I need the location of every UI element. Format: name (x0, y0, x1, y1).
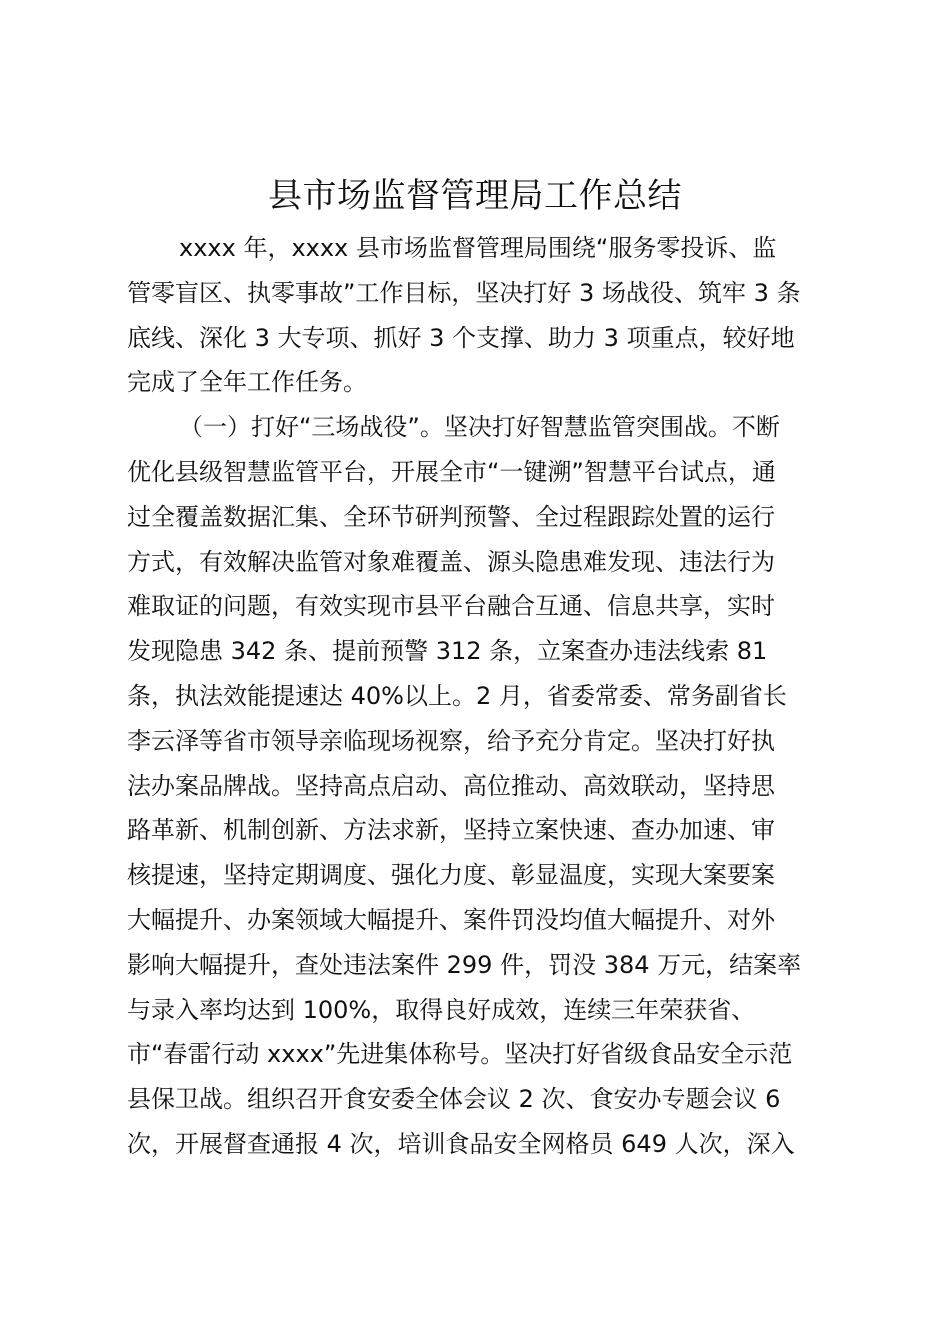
body-line: 李云泽等省市领导亲临现场视察，给予充分肯定。坚决打好执 (127, 726, 775, 755)
body-line: 市“春雷行动 xxxx”先进集体称号。坚决打好省级食品安全示范 (127, 1040, 793, 1069)
body-line: 底线、深化 3 大专项、抓好 3 个支撑、助力 3 项重点，较好地 (127, 323, 795, 352)
body-line: 优化县级智慧监管平台，开展全市“一键溯”智慧平台试点，通 (127, 457, 776, 486)
body-line: 管零盲区、执零事故”工作目标，坚决打好 3 场战役、筑牢 3 条 (127, 278, 801, 307)
body-line: 完成了全年工作任务。 (127, 368, 367, 397)
body-line: 与录入率均达到 100%，取得良好成效，连续三年荣获省、 (127, 995, 756, 1024)
body-line: 路革新、机制创新、方法求新，坚持立案快速、查办加速、审 (127, 816, 775, 845)
document-body (127, 226, 835, 1167)
body-line: 县保卫战。组织召开食安委全体会议 2 次、食安办专题会议 6 (127, 1085, 781, 1114)
body-line: 难取证的问题，有效实现市县平台融合互通、信息共享，实时 (127, 592, 775, 621)
body-line: 条，执法效能提速达 40%以上。2 月，省委常委、常务副省长 (127, 681, 787, 710)
body-line: 法办案品牌战。坚持高点启动、高位推动、高效联动，坚持思 (127, 771, 775, 800)
body-line: 次，开展督查通报 4 次，培训食品安全网格员 649 人次，深入 (127, 1129, 795, 1158)
body-line: xxxx 年，xxxx 县市场监督管理局围绕“服务零投诉、监 (179, 234, 777, 262)
body-line: 过全覆盖数据汇集、全环节研判预警、全过程跟踪处置的运行 (127, 502, 775, 531)
body-line: 发现隐患 342 条、提前预警 312 条，立案查办违法线索 81 (127, 637, 768, 666)
body-line: （一）打好“三场战役”。坚决打好智慧监管突围战。不断 (179, 413, 780, 442)
body-line: 影响大幅提升，查处违法案件 299 件，罚没 384 万元，结案率 (127, 950, 802, 979)
body-line: 核提速，坚持定期调度、强化力度、彰显温度，实现大案要案 (127, 861, 775, 890)
body-line: 方式，有效解决监管对象难覆盖、源头隐患难发现、违法行为 (127, 547, 775, 576)
document-title: 县市场监督管理局工作总结 (268, 176, 682, 216)
body-line: 大幅提升、办案领域大幅提升、案件罚没均值大幅提升、对外 (127, 905, 775, 934)
